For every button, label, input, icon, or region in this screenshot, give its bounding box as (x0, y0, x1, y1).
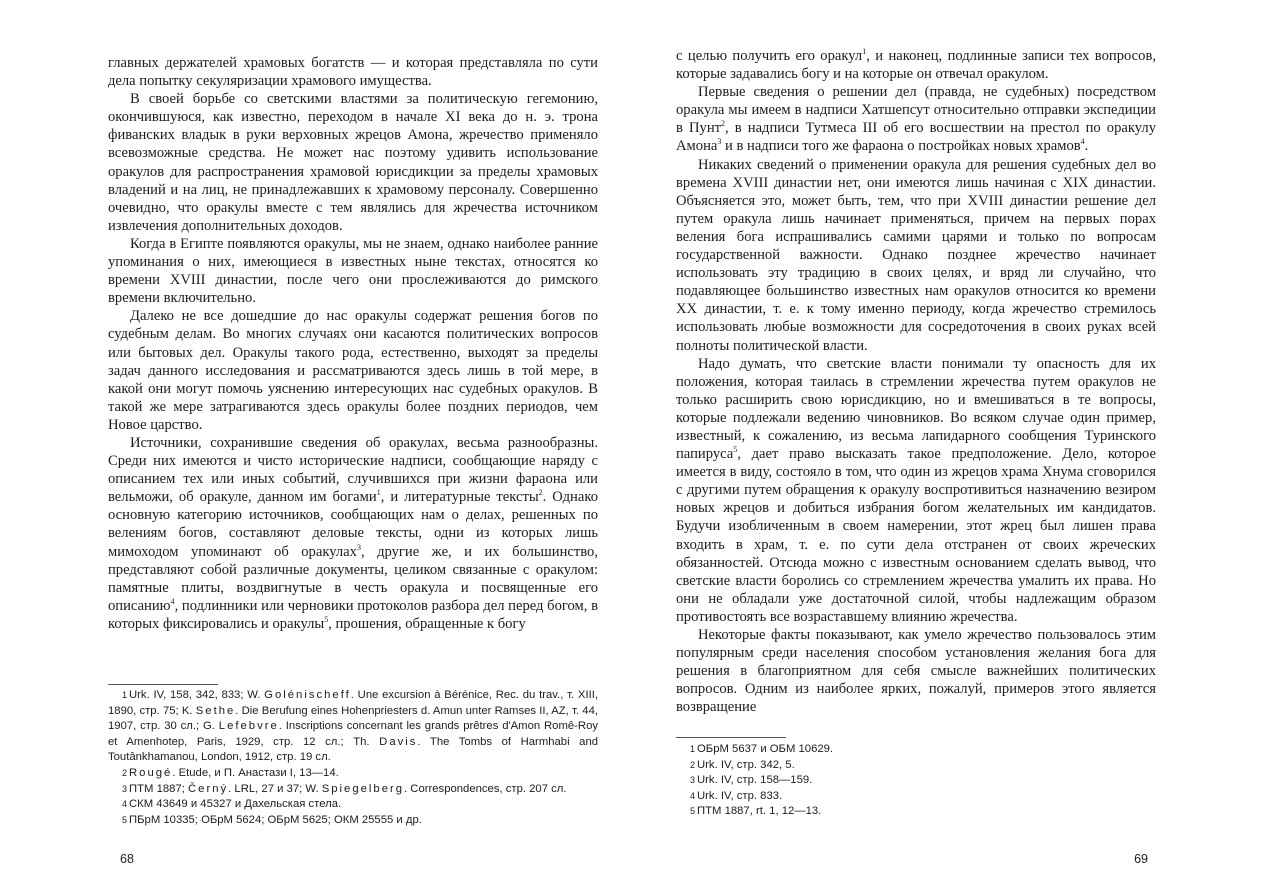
body-paragraph: Далеко не все дошедшие до нас оракулы содержат решения богов по судебным делам. Во многих случаях они касаются политических вопросов или бытовых дел. Оракулы такого рода, естественно, выходят за пределы задач данного исследования и рассматриваются здесь лишь в той мере, в какой они могут помочь уяснению интересующих нас судебных оракулов. В такой же мере затрагиваются здесь оракулы более поздних периодов, чем Новое царство. (108, 308, 598, 433)
author-name: Davis (379, 735, 418, 748)
footnote: 4 СКМ 43649 и 45327 и Дахельская стела. (122, 798, 342, 811)
footnote-number: 3 (122, 783, 128, 794)
footnote-number: 1 (690, 744, 696, 754)
footnote-rule (108, 684, 218, 685)
body-paragraph: Когда в Египте появляются оракулы, мы не знаем, однако наиболее ранние упоминания о них, имеющиеся в известных ныне текстах, относятся ко времени XVIII династии, после чего они прослеживаются до римского времени включительно. (108, 235, 598, 307)
author-name: Spiegelberg (321, 782, 405, 795)
page-number-right: 69 (1134, 852, 1148, 866)
footnote-ref: 1 (376, 488, 381, 498)
footnote: 2 Urk. IV, стр. 342, 5. (690, 758, 795, 771)
body-paragraph: главных держателей храмовых богатств — и которая представляла по сути дела попытку секуляризации храмового имущества. (108, 55, 598, 90)
body-paragraph: Никаких сведений о применении оракула для решения судебных дел во времена XVIII династии нет, они имеются лишь начиная с XIX династии. Объясняется это, может быть, тем, что при XVIII династии решение дел путем оракула лишь начинает применяться, причем на первых порах веления бога испрашивались самими царями и только по вопросам государственной важности. Однако позднее жречество начинает использовать эту традицию в своих целях, и вряд ли случайно, что подавляющее большинство известных нам оракулов относится ко времени XX династии, т. е. к тому именно периоду, когда жречество стремилось использовать любые возможности для сосредоточения в своих руках всей полноты политической власти. (676, 156, 1156, 354)
body-paragraph: Надо думать, что светские власти понимали ту опасность для их положения, которая таилась в стремлении жречества путем оракулов не только расширить свою юрисдикцию, но и вмешиваться в те вопросы, которые подлежали ведению чиновников. Во всяком случае один пример, известный, к сожалению, из весьма лапидарного сообщения Туринского папируса$^5$, дает право высказать такое предположение. Дело, которое имеется в виду, состояло в том, что один из жрецов храма Хнума сговорился с другими путем обращения к оракулу воспротивиться назначению везиром новых жрецов и добиться избрания богом желательных им кандидатов. Будучи изобличенным в своем намерении, этот жрец был лишен права входить в храм, т. е. по сути дела отстранен от своих жреческих обязанностей. Отсюда можно с известным основанием сделать вывод, что светские власти боролись со стремлением жречества умалить их права. Но они не обладали уже достаточной силой, чтобы надлежащим образом противостоять все возраставшему влиянию жречества. (676, 355, 1156, 625)
right-footnotes (676, 742, 1156, 820)
footnote-number: 5 (690, 806, 696, 817)
footnote-ref: 2 (538, 488, 543, 498)
body-paragraph: В своей борьбе со светскими властями за политическую гегемонию, окончившуюся, как известно, переходом в начале XI века до н. э. трона фиванских владык в руки верховных жрецов Амона, жречество применяло всевозможные средства. Не может нас поэтому удивить использование оракулов для распространения храмовой юрисдикции за пределы храмовых владений и на лиц, не принадлежавших к храмовому персоналу. Совершенно очевидно, что оракулы вместе с тем являлись для жречества источником извлечения дополнительных доходов. (108, 91, 598, 234)
footnote: 1 ОБрМ 5637 и ОБМ 10629. (690, 743, 834, 755)
author-name: Golénischeff (264, 689, 351, 701)
body-paragraph: Источники, сохранившие сведения об оракулах, весьма разнообразны. Среди них имеются и чисто исторические надписи, сообщающие наряду с описанием тех или иных событий, случившихся при жизни фараона или вельможи, об оракуле, данном им богами$^1$, и литературные тексты$^2$. Однако основную категорию источников, сообщающих нам о делах, решенных по велениям богов, составляют деловые тексты, одни из которых лишь мимоходом упоминают об оракулах$^3$, другие же, и их большинство, представляют собой различные документы, целиком связанные с оракулом: памятные плиты, воздвигнутые в честь оракула и посвященные его описанию$^4$, подлинники или черновики протоколов разбора дел перед богом, в которых фиксировались и оракулы$^5$, прошения, обращенные к богу (108, 434, 599, 632)
author-name: Rougé (129, 766, 173, 779)
footnote: 3 Urk. IV, стр. 158—159. (690, 774, 813, 787)
footnote-ref: 3 (717, 137, 722, 147)
author-name: Černý (188, 782, 229, 795)
footnote-number: 4 (122, 799, 128, 810)
body-paragraph: Первые сведения о решении дел (правда, не судебных) посредством оракула мы имеем в надписи Хатшепсут относительно отправки экспедиции в Пунт$^2$, в надписи Тутмеса III об его восшествии на престол по оракулу Амона$^3$ и в надписи того же фараона о постройках новых храмов$^4$. (676, 84, 1156, 155)
body-paragraph: Некоторые факты показывают, как умело жречество пользовалось этим популярным среди населения способом установления желания бога для решения в благоприятном для себя смысле важнейших политических вопросов. Одним из наиболее ярких, пожалуй, примеров этого является возвращение (676, 627, 1156, 716)
footnote: 2 Rougé. Etude, и П. Анастази I, 13—14. (122, 766, 339, 779)
footnote-ref: 3 (356, 542, 361, 552)
footnote: 3 ПТМ 1887; Černý. LRL, 27 и 37; W. Spiegelberg. Correspondences, стр. 207 сл. (122, 782, 567, 795)
author-name: Sethe (195, 704, 236, 717)
footnote-ref: 2 (721, 119, 726, 129)
footnote-ref: 4 (1080, 137, 1085, 147)
page-number-left: 68 (120, 852, 134, 866)
right-body-text (676, 47, 1156, 716)
footnote: 5 ПБрМ 10335; ОБрМ 5624; ОБрМ 5625; ОКМ 25555 и др. (122, 813, 422, 826)
footnote-ref: 1 (862, 47, 867, 57)
footnote: 5 ПТМ 1887, rt. 1, 12—13. (690, 805, 822, 818)
body-paragraph: с целью получить его оракул$^1$, и наконец, подлинные записи тех вопросов, которые задавались богу и на которые он отвечал оракулом. (676, 47, 1156, 83)
footnote-ref: 4 (170, 596, 175, 606)
footnote-ref: 5 (733, 445, 738, 455)
footnote: 1 Urk. IV, 158, 342, 833; W. Golénischeff. Une excursion à Bérénice, Rec. du trav., т. XIII, 1890, стр. 75; K. Sethe. Die Berufung eines Hohenpriesters d. Amun unter Ramses II, AZ, т. 44, 1907, стр. 30 сл.; G. Lefebvre. Inscriptions concernant les grands prêtres d'Amon Romê-Roy et Amenhotep, Paris, 1929, стр. 12 сл.; Th. Davis. The Tombs of Harmhabi and Toutânkhamanou, London, 1912, стр. 19 сл. (108, 689, 599, 764)
footnote-rule (676, 737, 786, 738)
footnote-number: 1 (122, 690, 128, 700)
left-body-text (108, 54, 598, 633)
footnote-number: 2 (122, 767, 128, 778)
footnote-number: 2 (690, 759, 696, 770)
right-page (676, 0, 1156, 893)
author-name: Lefebvre (218, 720, 279, 733)
footnote-number: 4 (690, 790, 696, 801)
footnote-number: 3 (690, 775, 696, 786)
footnote-ref: 5 (324, 615, 329, 625)
left-page (108, 0, 598, 893)
footnote-number: 5 (122, 814, 128, 825)
footnote: 4 Urk. IV, стр. 833. (690, 789, 783, 802)
left-footnotes (108, 688, 598, 828)
